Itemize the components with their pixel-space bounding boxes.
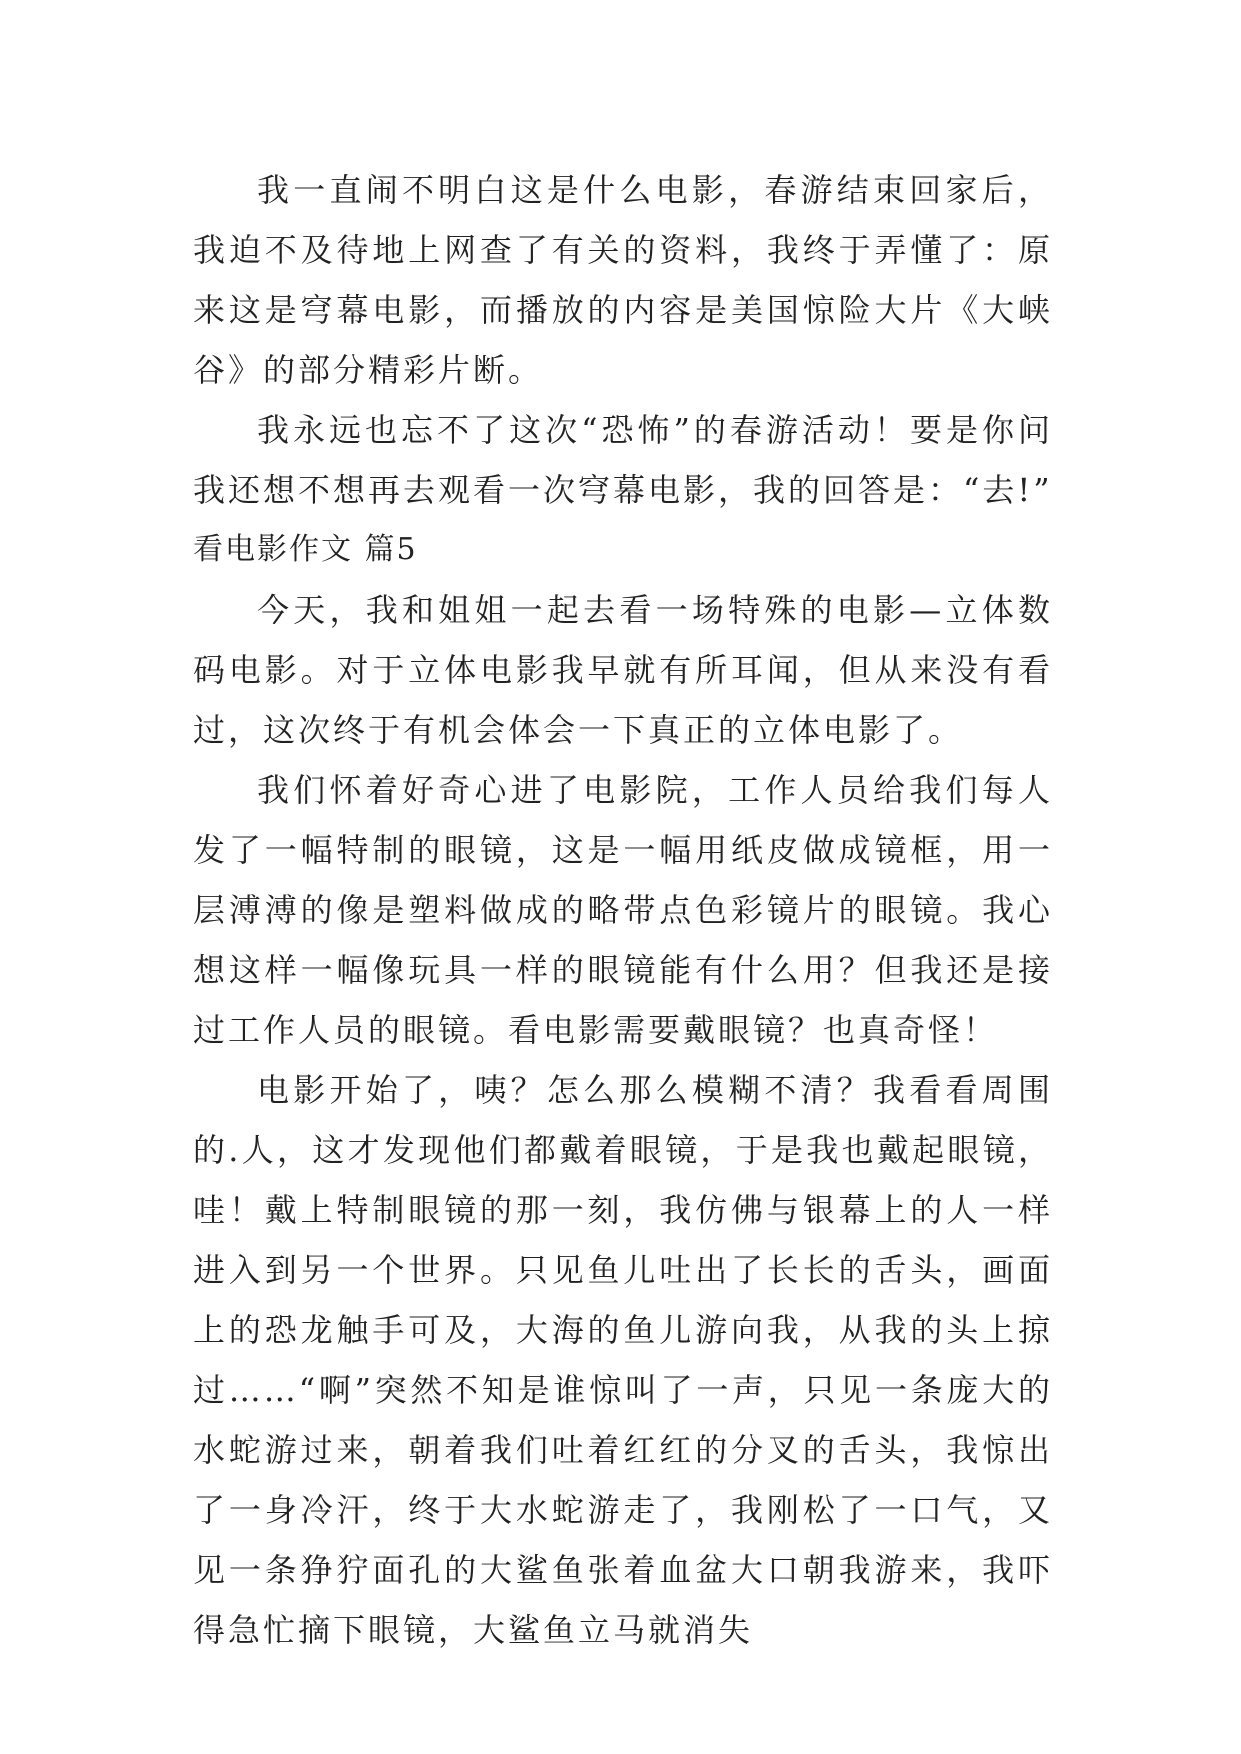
paragraph: 我们怀着好奇心进了电影院，工作人员给我们每人发了一幅特制的眼镜，这是一幅用纸皮做成镜框，用一层溥溥的像是塑料做成的略带点色彩镜片的眼镜。我心想这样一幅像玩具一样的眼镜能有什么用？但我还是接过工作人员的眼镜。看电影需要戴眼镜？也真奇怪！ — [193, 771, 1053, 1049]
paragraph: 我永远也忘不了这次“恐怖”的春游活动！要是你问我还想不想再去观看一次穹幕电影，我的回答是：“去!” — [193, 411, 1053, 509]
paragraph: 今天，我和姐姐一起去看一场特殊的电影—立体数码电影。对于立体电影我早就有所耳闻，但从来没有看过，这次终于有机会体会一下真正的立体电影了。 — [193, 591, 1053, 749]
paragraph: 电影开始了，咦？怎么那么模糊不清？我看看周围的.人，这才发现他们都戴着眼镜，于是我也戴起眼镜，哇！戴上特制眼镜的那一刻，我仿佛与银幕上的人一样进入到另一个世界。只见鱼儿吐出了长长的舌头，画面上的恐龙触手可及，大海的鱼儿游向我，从我的头上掠过……“啊”突然不知是谁惊叫了一声，只见一条庞大的水蛇游过来，朝着我们吐着红红的分叉的舌头，我惊出了一身冷汗，终于大水蛇游走了，我刚松了一口气，又见一条狰狞面孔的大鲨鱼张着血盆大口朝我游来，我吓得急忙摘下眼镜，大鲨鱼立马就消失 — [193, 1071, 1053, 1649]
section-heading: 看电影作文 篇5 — [193, 532, 418, 567]
article-body — [193, 160, 1053, 1660]
paragraph: 我一直闹不明白这是什么电影，春游结束回家后，我迫不及待地上网查了有关的资料，我终于弄懂了：原来这是穹幕电影，而播放的内容是美国惊险大片《大峡谷》的部分精彩片断。 — [193, 171, 1053, 389]
